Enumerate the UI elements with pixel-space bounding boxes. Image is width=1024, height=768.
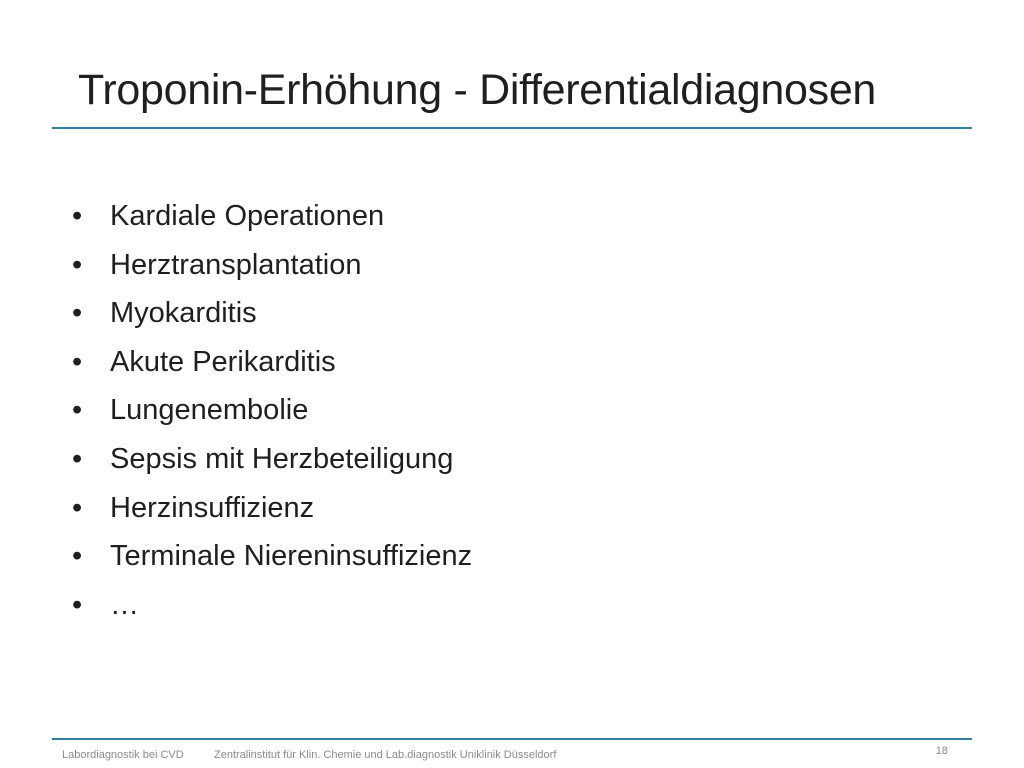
list-item: [72, 484, 472, 533]
slide-title: Troponin-Erhöhung - Differentialdiagnosen: [78, 66, 877, 114]
page-number: 18: [935, 745, 948, 757]
footer-left-text: Labordiagnostik bei CVD: [62, 749, 184, 761]
list-item-text: …: [110, 588, 139, 621]
bullet-marker: •: [72, 297, 83, 330]
bullet-marker: •: [72, 394, 83, 427]
footer-divider: [52, 738, 972, 740]
list-item: [72, 241, 472, 290]
list-item-text: Herzinsuffizienz: [110, 491, 315, 524]
bullet-marker: •: [72, 248, 83, 281]
list-item-text: Myokarditis: [110, 297, 257, 330]
bullet-marker: •: [72, 345, 83, 378]
bullet-list: [72, 192, 472, 629]
list-item-text: Kardiale Operationen: [110, 200, 385, 232]
list-item: [72, 289, 472, 338]
list-item: [72, 435, 472, 484]
list-item: [72, 192, 472, 241]
bullet-marker: •: [72, 588, 83, 621]
list-item: [72, 532, 472, 581]
bullet-marker: •: [72, 200, 83, 232]
list-item-text: Sepsis mit Herzbeteiligung: [110, 442, 454, 475]
bullet-marker: •: [72, 442, 83, 475]
list-item-text: Terminale Niereninsuffizienz: [110, 540, 473, 573]
title-divider: [52, 127, 972, 129]
footer-institution-text: Zentralinstitut für Klin. Chemie und Lab.diagnostik Uniklinik Düsseldorf: [214, 749, 557, 761]
list-item: [72, 386, 472, 435]
list-item: [72, 338, 472, 387]
bullet-marker: •: [72, 491, 83, 524]
list-item-text: Lungenembolie: [110, 394, 309, 427]
list-item-text: Herztransplantation: [110, 248, 362, 281]
list-item-text: Akute Perikarditis: [110, 345, 336, 378]
bullet-marker: •: [72, 540, 83, 573]
list-item: [72, 581, 472, 630]
